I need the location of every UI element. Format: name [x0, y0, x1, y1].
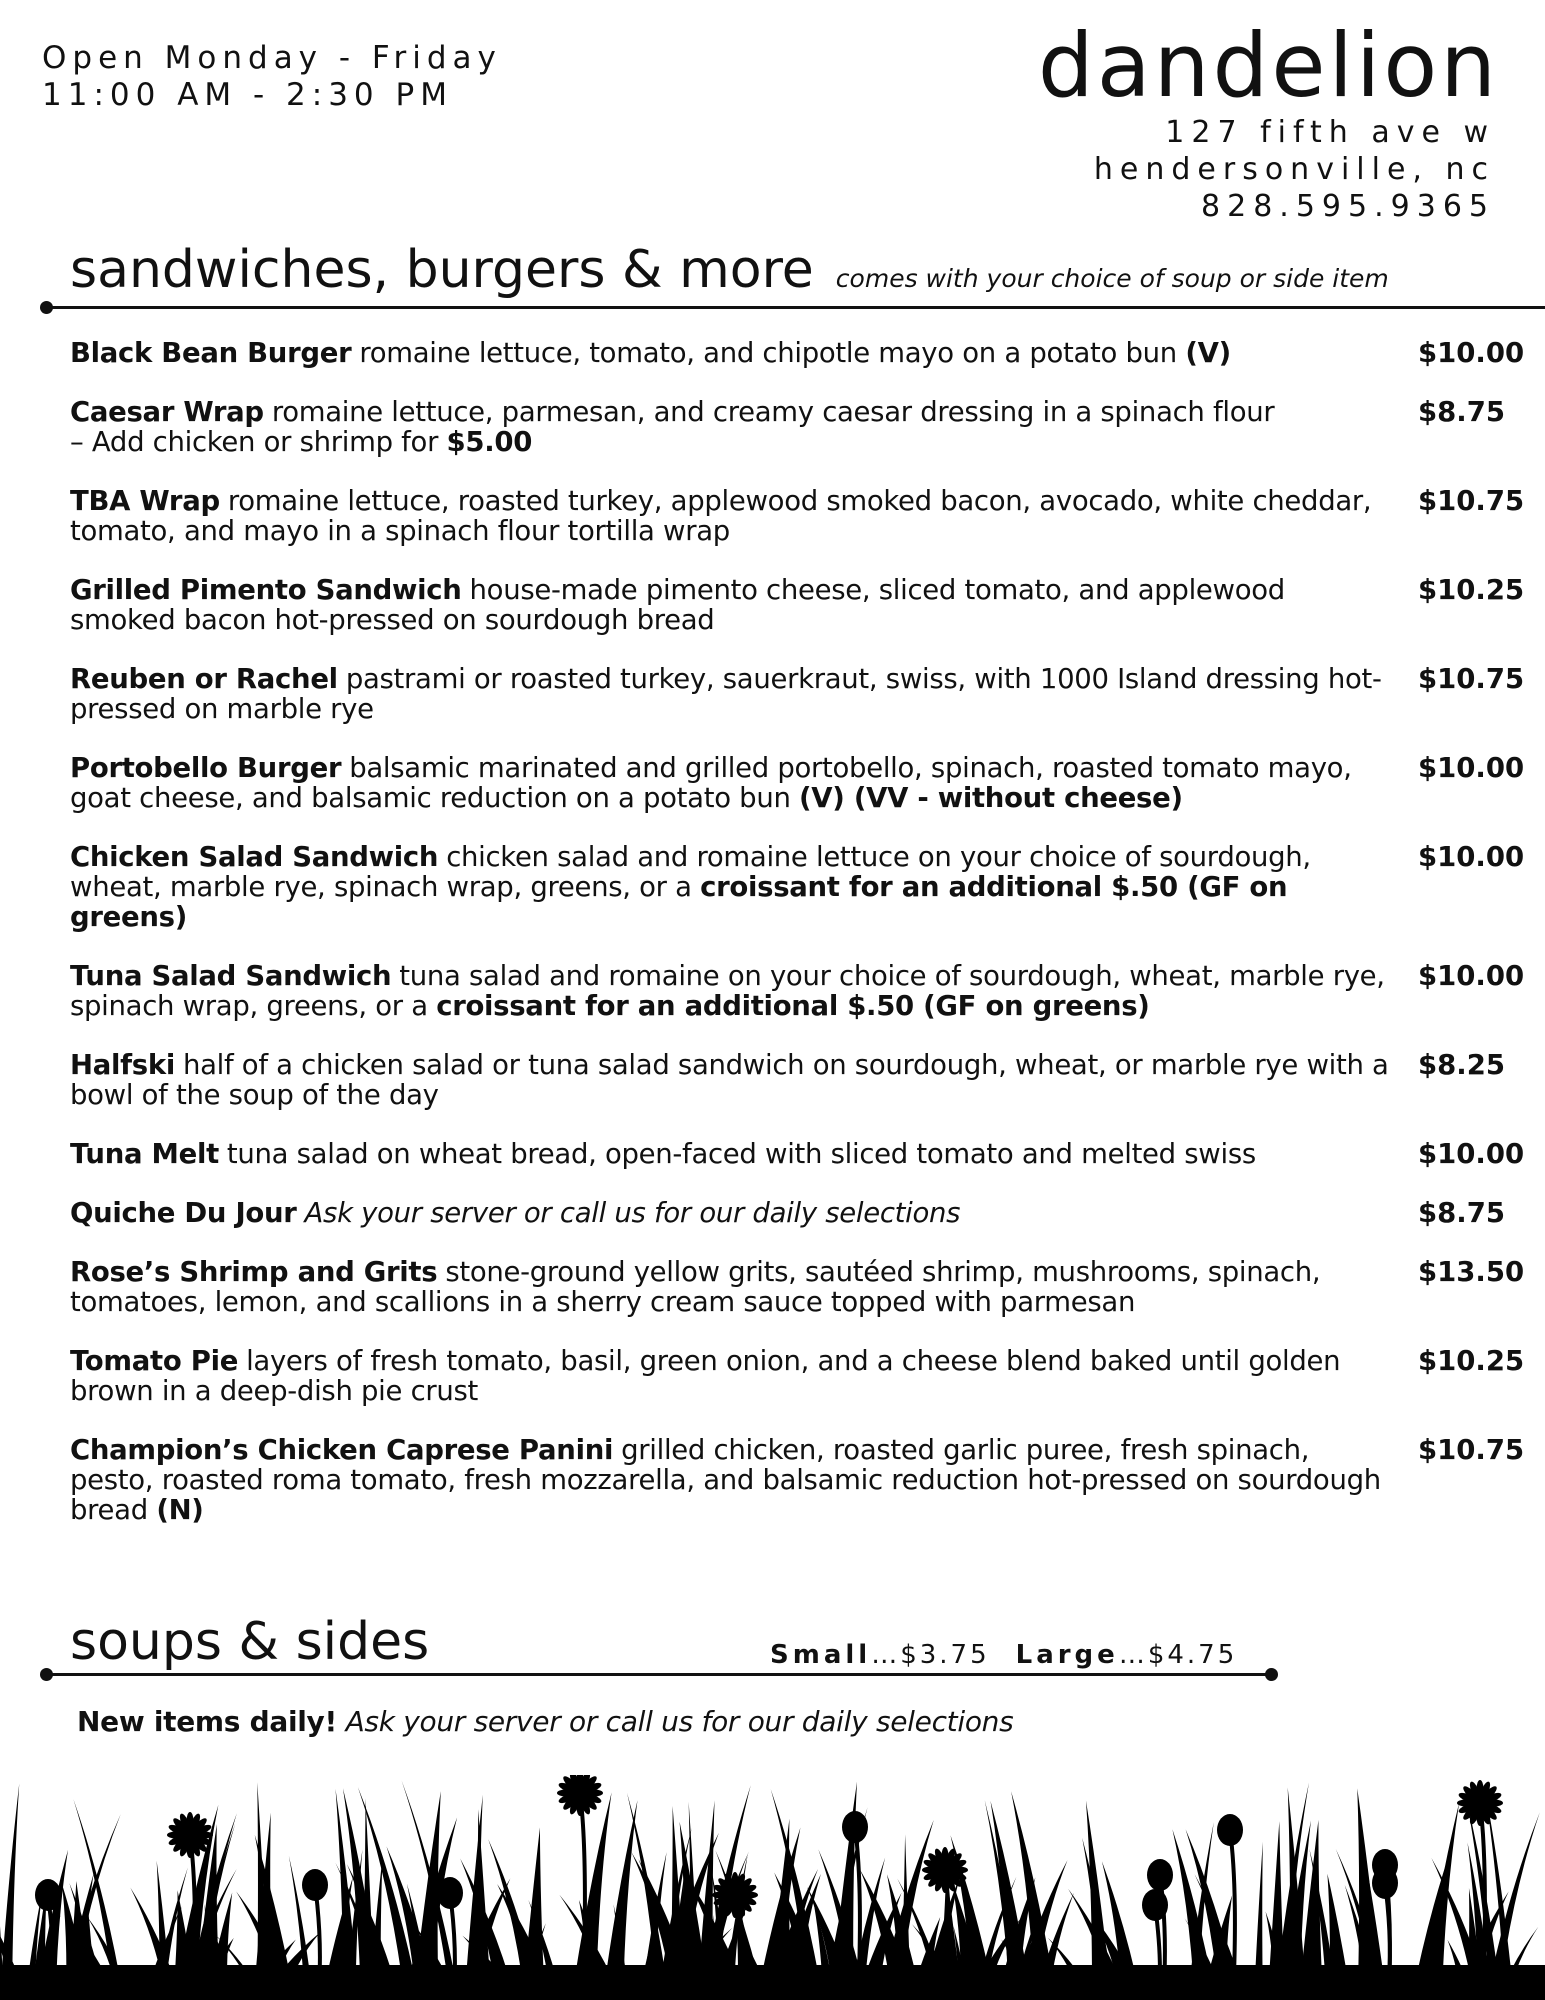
menu-item-description: chicken salad and romaine lettuce on your choice of sourdough, wheat, marble rye, spinach wrap, greens, or a	[70, 841, 1311, 903]
hours-time: 11:00 AM - 2:30 PM	[42, 77, 453, 113]
menu-item-name: Champion’s Chicken Caprese Panini	[70, 1434, 614, 1466]
large-price: …$4.75	[1118, 1640, 1238, 1670]
menu-item-name: Chicken Salad Sandwich	[70, 841, 439, 873]
grass-blade	[1254, 1842, 1263, 2000]
flower-bud	[437, 1877, 463, 1909]
menu-item-description: layers of fresh tomato, basil, green onion, and a cheese blend baked until golden brown in a deep-dish pie crust	[70, 1345, 1341, 1407]
menu-item-text	[70, 486, 1390, 546]
menu-item-description: pastrami or roasted turkey, sauerkraut, swiss, with 1000 Island dressing hot-pressed on marble rye	[70, 663, 1382, 725]
divider-dot	[40, 1668, 53, 1681]
menu-item-price: $10.75	[1418, 663, 1525, 695]
dandelion-center	[568, 1781, 592, 1805]
menu-items	[70, 337, 1525, 1554]
menu-item-price: $8.75	[1418, 1197, 1505, 1229]
daily-note	[77, 1705, 1013, 1738]
flower-bud	[1217, 1814, 1243, 1846]
menu-item-description: (V)	[1185, 337, 1231, 369]
menu-item-name: Rose’s Shrimp and Grits	[70, 1256, 438, 1288]
soups-heading	[70, 1612, 429, 1672]
menu-item-description: grilled chicken, roasted garlic puree, fresh spinach, pesto, roasted roma tomato, fresh mozzarella, and balsamic reduction hot-pressed on sourdough bread	[70, 1434, 1381, 1526]
menu-item-name: Caesar Wrap	[70, 396, 264, 428]
menu-item-description: romaine lettuce, roasted turkey, applewood smoked bacon, avocado, white cheddar, tomato, and mayo in a spinach flour tortilla wrap	[70, 485, 1372, 547]
grass-blade	[413, 1791, 441, 2000]
menu-item-price: $10.00	[1418, 752, 1525, 784]
menu-item	[70, 1198, 1520, 1228]
menu-item-price: $10.25	[1418, 1345, 1525, 1377]
soup-sizes	[770, 1640, 1237, 1670]
menu-item-text	[70, 575, 1390, 635]
menu-item-description: house-made pimento cheese, sliced tomato, and applewood smoked bacon hot-pressed on sourdough bread	[70, 574, 1285, 636]
city-address: hendersonville, nc	[1093, 152, 1495, 187]
menu-item-name: Black Bean Burger	[70, 337, 352, 369]
divider-dot	[1265, 1668, 1278, 1681]
menu-item-price: $8.75	[1418, 396, 1505, 428]
dandelion-center	[178, 1823, 202, 1847]
menu-item-description: half of a chicken salad or tuna salad sandwich on sourdough, wheat, or marble rye with a bowl of the soup of the day	[70, 1049, 1389, 1111]
menu-item	[70, 841, 1525, 933]
menu-item	[70, 574, 1525, 636]
menu-item-text	[70, 961, 1390, 1021]
section-note: comes with your choice of soup or side item	[835, 264, 1389, 293]
menu-item-text	[70, 664, 1390, 724]
menu-item-name: Tomato Pie	[70, 1345, 239, 1377]
menu-item-description: croissant for an additional $.50 (GF on greens)	[436, 990, 1150, 1022]
menu-item-text	[70, 1139, 1390, 1169]
menu-item	[70, 960, 1525, 1022]
dandelion-center	[723, 1883, 747, 1907]
menu-item-description: stone-ground yellow grits, sautéed shrimp, mushrooms, spinach, tomatoes, lemon, and scallions in a sherry cream sauce topped with parmesan	[70, 1256, 1321, 1318]
menu-item-description: tuna salad and romaine on your choice of sourdough, wheat, marble rye, spinach wrap, greens, or a	[70, 960, 1385, 1022]
menu-item-description: balsamic marinated and grilled portobello, spinach, roasted tomato mayo, goat cheese, and balsamic reduction on a potato bun	[70, 752, 1352, 814]
menu-item-text	[70, 842, 1390, 932]
menu-item-price: $10.00	[1418, 1138, 1525, 1170]
menu-item-name: Tuna Salad Sandwich	[70, 960, 392, 992]
menu-item-price: $10.75	[1418, 485, 1525, 517]
flower-bud	[35, 1879, 61, 1911]
menu-item	[70, 1050, 1520, 1110]
menu-item-description: romaine lettuce, tomato, and chipotle mayo on a potato bun	[359, 337, 1186, 369]
daily-note-bold: New items daily!	[77, 1705, 337, 1738]
menu-item	[70, 337, 1525, 369]
dandelion-center	[933, 1858, 957, 1882]
menu-item-description: $5.00	[446, 426, 533, 458]
menu-item-description: (N)	[156, 1494, 204, 1526]
menu-item	[70, 663, 1525, 725]
menu-item-price: $8.25	[1418, 1049, 1505, 1081]
menu-item-text	[70, 338, 1390, 368]
menu-item-price: $13.50	[1418, 1256, 1525, 1288]
flower-bud	[302, 1869, 328, 1901]
menu-item-name: TBA Wrap	[70, 485, 220, 517]
menu-item-description: Ask your server or call us for our daily selections	[304, 1197, 961, 1229]
menu-item-price: $10.25	[1418, 574, 1525, 606]
menu-item-description: tuna salad on wheat bread, open-faced with sliced tomato and melted swiss	[226, 1138, 1256, 1170]
street-address: 127 fifth ave w	[1165, 115, 1495, 150]
menu-item-name: Reuben or Rachel	[70, 663, 338, 695]
menu-item	[70, 752, 1525, 814]
menu-item-name: Portobello Burger	[70, 752, 342, 784]
menu-item	[70, 397, 1520, 457]
restaurant-name: dandelion	[1037, 14, 1499, 117]
menu-item-text	[70, 397, 1390, 457]
phone-number: 828.595.9365	[1201, 189, 1495, 224]
menu-item	[70, 1434, 1525, 1526]
menu-item-text	[70, 1257, 1390, 1317]
menu-item	[70, 1345, 1525, 1407]
menu-item-text	[70, 753, 1390, 813]
flower-bud	[842, 1811, 868, 1843]
menu-item-name: Halfski	[70, 1049, 175, 1081]
section-title: soups & sides	[70, 1612, 430, 1672]
menu-item-price: $10.75	[1418, 1434, 1525, 1466]
section-divider	[44, 1673, 1274, 1676]
menu-item-description: (V) (VV - without cheese)	[799, 782, 1183, 814]
hours-block	[42, 40, 502, 114]
menu-item-name: Grilled Pimento Sandwich	[70, 574, 462, 606]
dandelion-center	[1468, 1791, 1492, 1815]
section-title: sandwiches, burgers & more	[70, 240, 814, 300]
menu-item-description: romaine lettuce, parmesan, and creamy caesar dressing in a spinach flour – Add chicken or shrimp for	[70, 396, 1275, 458]
menu-item-price: $10.00	[1418, 841, 1525, 873]
menu-item	[70, 1256, 1525, 1318]
large-label: Large	[1015, 1640, 1119, 1670]
menu-item-text	[70, 1435, 1390, 1525]
flower-bud	[1142, 1889, 1168, 1921]
section-divider	[44, 306, 1545, 309]
menu-item	[70, 485, 1525, 547]
flower-bud	[1372, 1867, 1398, 1899]
hours-days: Open Monday - Friday	[42, 40, 502, 76]
menu-item-description: croissant for an additional $.50 (GF on greens)	[70, 871, 1288, 933]
grass-flowers-illustration	[0, 1775, 1545, 2000]
menu-item-price: $10.00	[1418, 337, 1525, 369]
small-label: Small	[770, 1640, 872, 1670]
divider-dot	[40, 301, 53, 314]
menu-item	[70, 1138, 1525, 1170]
brand-block	[1037, 14, 1499, 225]
menu-item-name: Tuna Melt	[70, 1138, 219, 1170]
menu-item-price: $10.00	[1418, 960, 1525, 992]
daily-note-text: Ask your server or call us for our daily selections	[336, 1705, 1014, 1738]
small-price: …$3.75	[871, 1640, 990, 1670]
sandwiches-heading	[70, 240, 1389, 300]
menu-item-name: Quiche Du Jour	[70, 1197, 297, 1229]
menu-item-text	[70, 1346, 1390, 1406]
menu-item-text	[70, 1198, 1390, 1228]
menu-item-text	[70, 1050, 1390, 1110]
flower-bud	[1147, 1859, 1173, 1891]
